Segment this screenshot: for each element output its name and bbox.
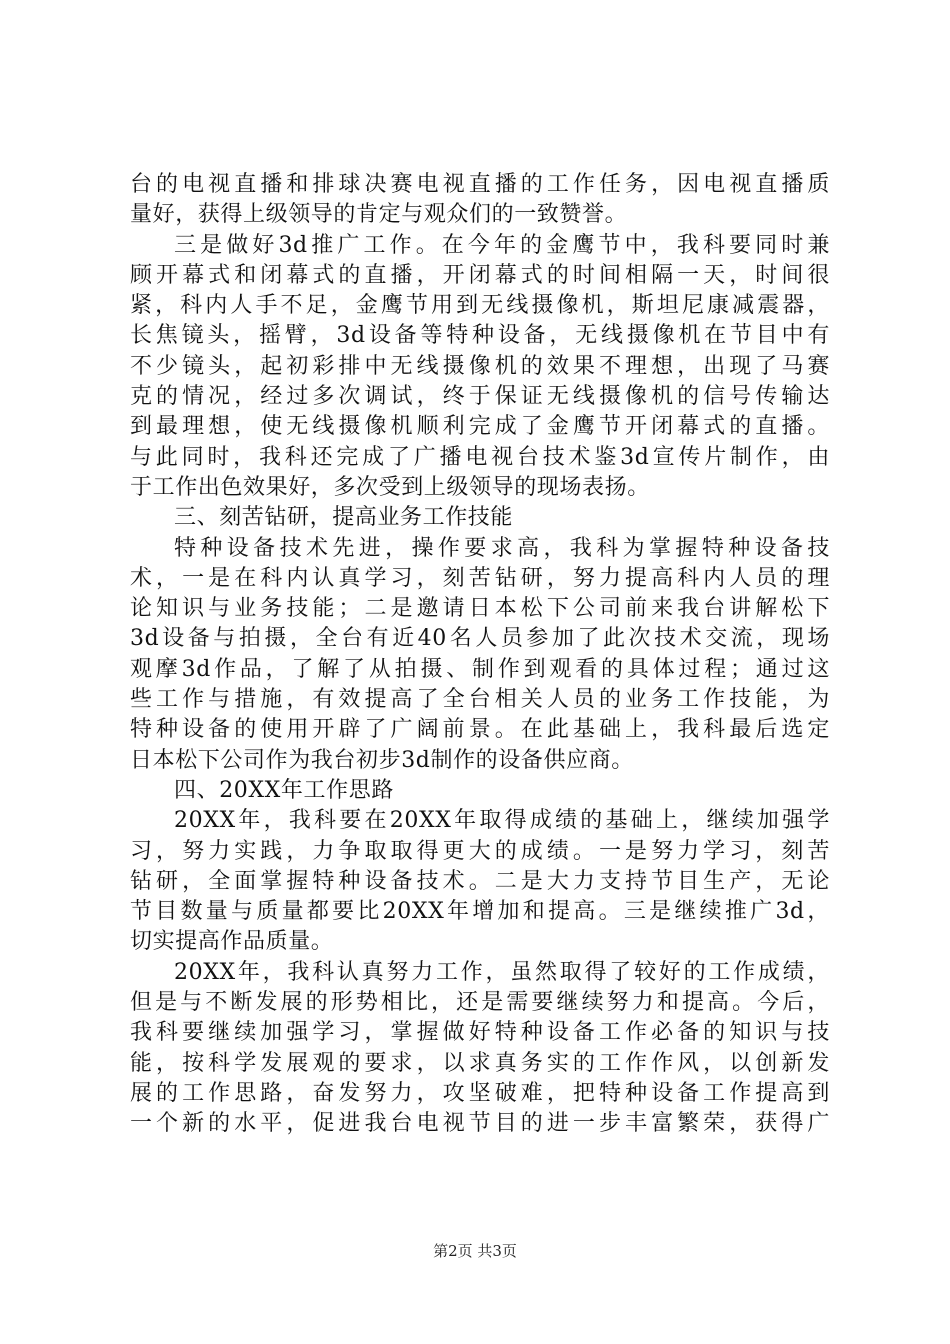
text-line: 论知识与业务技能；二是邀请日本松下公司前来我台讲解松下 (130, 596, 830, 622)
text-line: 与此同时，我科还完成了广播电视台技术鉴3d宣传片制作，由 (130, 444, 830, 470)
text-line: 四、20XX年工作思路 (174, 777, 394, 803)
text-line: 量好，获得上级领导的肯定与观众们的一致赞誉。 (130, 202, 628, 228)
text-line: 到最理想，使无线摄像机顺利完成了金鹰节开闭幕式的直播。 (130, 414, 830, 440)
text-line: 于工作出色效果好，多次受到上级领导的现场表扬。 (130, 474, 650, 500)
text-line: 展的工作思路，奋发努力，攻坚破难，把特种设备工作提高到 (130, 1080, 830, 1106)
text-line: 术，一是在科内认真学习，刻苦钻研，努力提高科内人员的理 (130, 565, 830, 591)
text-line: 顾开幕式和闭幕式的直播，开闭幕式的时间相隔一天，时间很 (130, 262, 830, 288)
page-footer (0, 1240, 950, 1261)
text-line: 钻研，全面掌握特种设备技术。二是大力支持节目生产，无论 (130, 868, 830, 894)
text-line: 但是与不断发展的形势相比，还是需要继续努力和提高。今后， (130, 990, 830, 1016)
text-line: 紧，科内人手不足，金鹰节用到无线摄像机，斯坦尼康减震器， (130, 293, 830, 319)
text-line: 20XX年，我科要在20XX年取得成绩的基础上，继续加强学 (174, 808, 830, 834)
text-line: 日本松下公司作为我台初步3d制作的设备供应商。 (130, 747, 634, 773)
text-line: 三、刻苦钻研，提高业务工作技能 (174, 505, 514, 531)
text-line: 特种设备技术先进，操作要求高，我科为掌握特种设备技 (174, 535, 830, 561)
text-line: 特种设备的使用开辟了广阔前景。在此基础上，我科最后选定 (130, 717, 830, 743)
text-line: 我科要继续加强学习，掌握做好特种设备工作必备的知识与技 (130, 1020, 830, 1046)
text-line: 三是做好3d推广工作。在今年的金鹰节中，我科要同时兼 (174, 232, 830, 258)
text-line: 不少镜头，起初彩排中无线摄像机的效果不理想，出现了马赛 (130, 353, 830, 379)
text-line: 长焦镜头，摇臂，3d设备等特种设备，无线摄像机在节目中有 (130, 323, 830, 349)
text-line: 3d设备与拍摄，全台有近40名人员参加了此次技术交流，现场 (130, 626, 830, 652)
text-line: 习，努力实践，力争取取得更大的成绩。一是努力学习，刻苦 (130, 838, 830, 864)
text-line: 台的电视直播和排球决赛电视直播的工作任务，因电视直播质 (130, 172, 830, 197)
text-line: 切实提高作品质量。 (130, 929, 334, 955)
text-line: 20XX年，我科认真努力工作，虽然取得了较好的工作成绩， (174, 959, 830, 985)
text-line: 些工作与措施，有效提高了全台相关人员的业务工作技能，为 (130, 687, 830, 713)
text-line: 观摩3d作品，了解了从拍摄、制作到观看的具体过程；通过这 (130, 656, 830, 682)
text-line: 节目数量与质量都要比20XX年增加和提高。三是继续推广3d， (130, 899, 830, 925)
text-line: 克的情况，经过多次调试，终于保证无线摄像机的信号传输达 (130, 384, 830, 410)
page-number: 第2页 共3页 (433, 1242, 517, 1260)
document-body (130, 170, 830, 1140)
text-line: 能，按科学发展观的要求，以求真务实的工作作风，以创新发 (130, 1050, 830, 1076)
text-line: 一个新的水平，促进我台电视节目的进一步丰富繁荣，获得广 (130, 1111, 830, 1137)
